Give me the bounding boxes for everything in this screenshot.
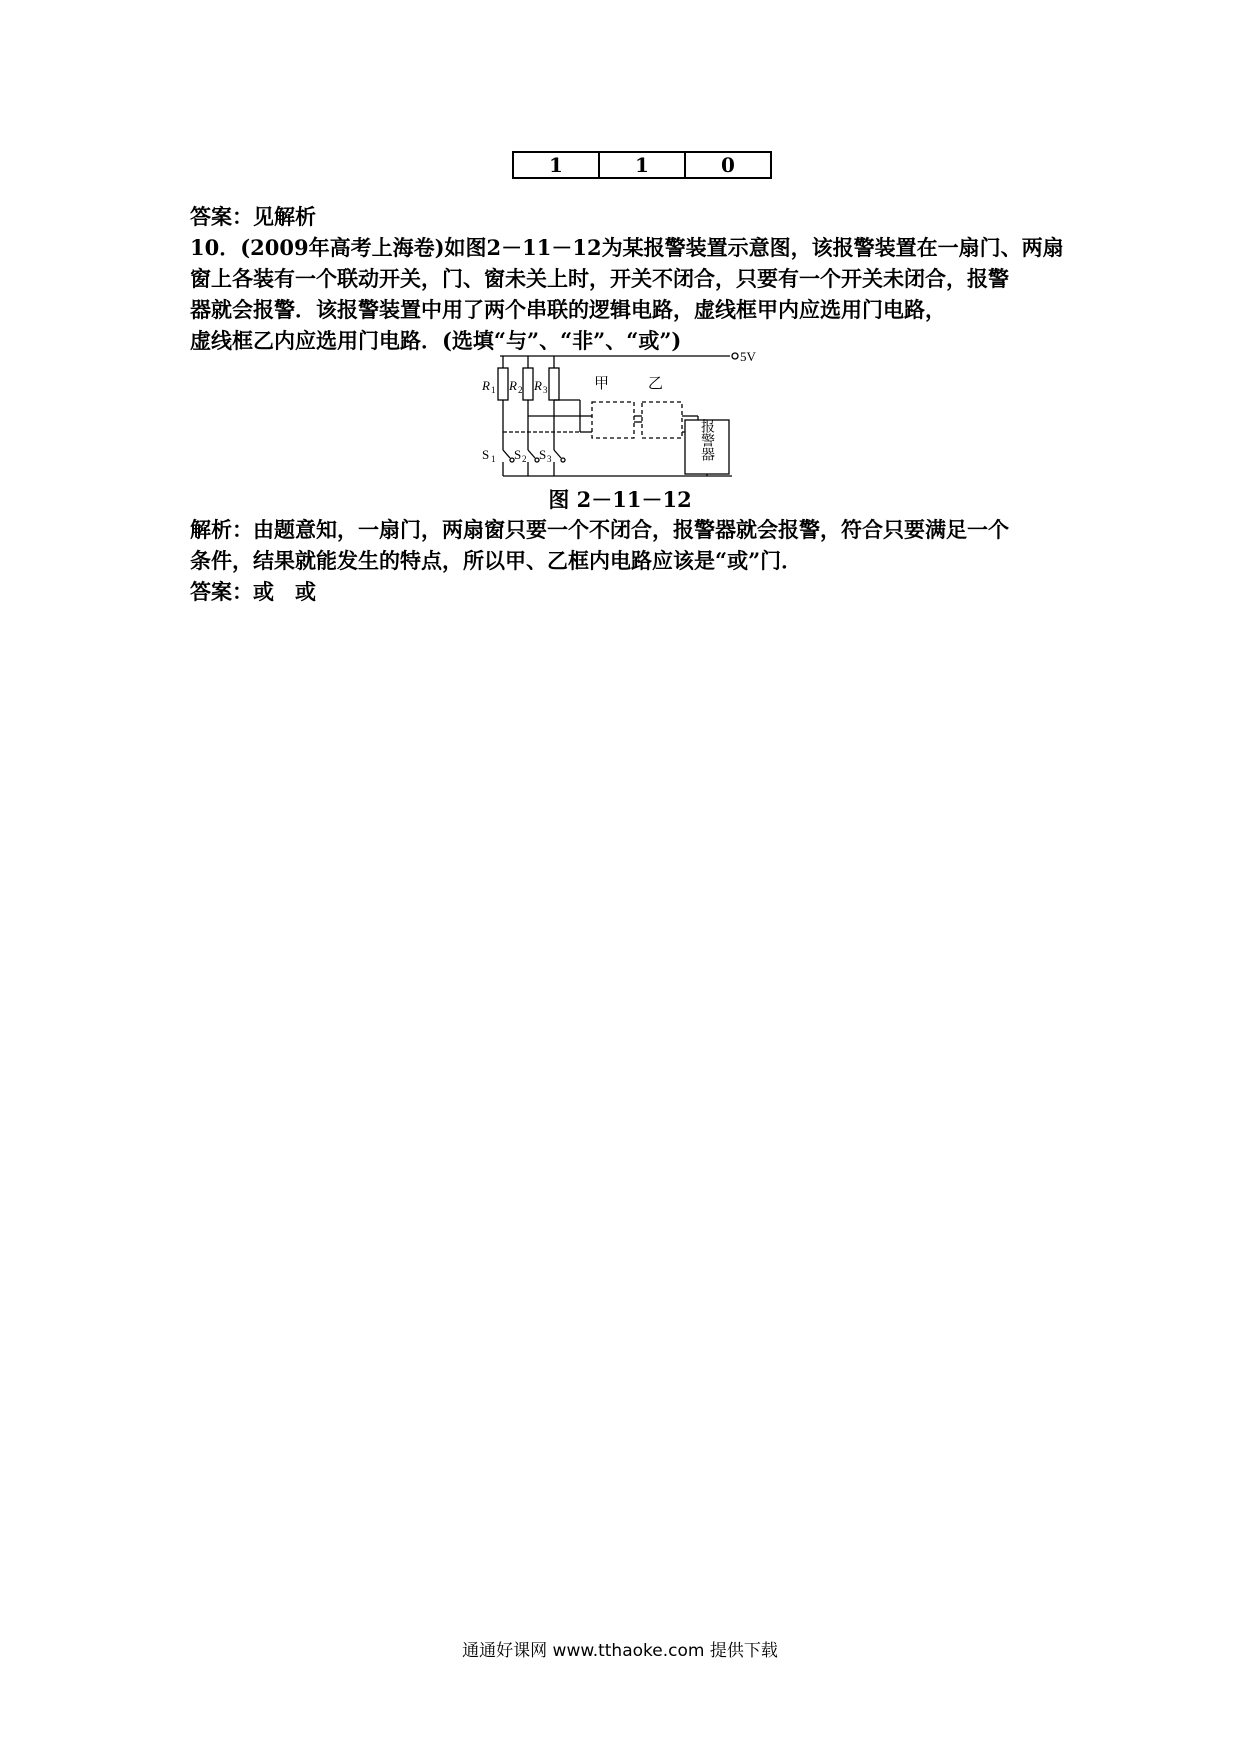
switch-subscript: 1: [491, 454, 496, 464]
analysis-line: 条件，结果就能发生的特点，所以甲、乙框内电路应该是“或”门．: [190, 548, 803, 573]
question-text: 器就会报警．该报警装置中用了两个串联的逻辑电路，虚线框甲内应选用: [190, 297, 862, 322]
switch-label: S: [539, 447, 547, 462]
gate-label-yi: 乙: [648, 376, 664, 392]
analysis-block: [190, 514, 1050, 607]
truth-cell: 0: [685, 152, 771, 178]
question-text: 虚线框乙内应选用: [190, 328, 358, 353]
switch-subscript: 2: [522, 454, 527, 464]
question-line: 10．(2009年高考上海卷)如图2－11－12为某报警装置示意图，该报警装置在一扇门、两扇: [190, 235, 1064, 260]
analysis-line: 解析：由题意知，一扇门，两扇窗只要一个不闭合，报警器就会报警，符合只要满足一个: [190, 517, 1009, 542]
resistor-subscript: 2: [518, 385, 523, 395]
switch-label: S: [514, 447, 522, 462]
answer-line: 答案：或 或: [190, 579, 316, 604]
answer-line: 答案：见解析: [190, 204, 316, 229]
figure-caption: 图 2－11－12: [548, 487, 692, 512]
truth-cell: 1: [513, 152, 599, 178]
truth-table-row: [512, 151, 772, 179]
gate-label-jia: 甲: [594, 376, 610, 392]
voltage-label: 5V: [740, 349, 756, 364]
truth-cell: 1: [599, 152, 685, 178]
resistor-label: R: [509, 378, 517, 393]
switch-subscript: 3: [547, 454, 552, 464]
resistor-label: R: [482, 378, 490, 393]
alarm-circuit-diagram: [470, 346, 780, 480]
question-block: [190, 201, 1064, 356]
footer-text: 通通好课网 www.tthaoke.com 提供下载: [462, 1641, 778, 1661]
question-line: [190, 294, 1050, 325]
switch-label: S: [482, 447, 490, 462]
resistor-subscript: 3: [543, 385, 548, 395]
question-text: 门电路．(选填“与”、“非”、“或”): [358, 328, 682, 353]
question-line: 窗上各装有一个联动开关，门、窗未关上时，开关不闭合，只要有一个开关未闭合，报警: [190, 266, 1009, 291]
resistor-subscript: 1: [491, 385, 496, 395]
alarm-label: 报警器: [699, 419, 715, 461]
question-text: 门电路，: [862, 297, 946, 322]
resistor-label: R: [534, 378, 542, 393]
